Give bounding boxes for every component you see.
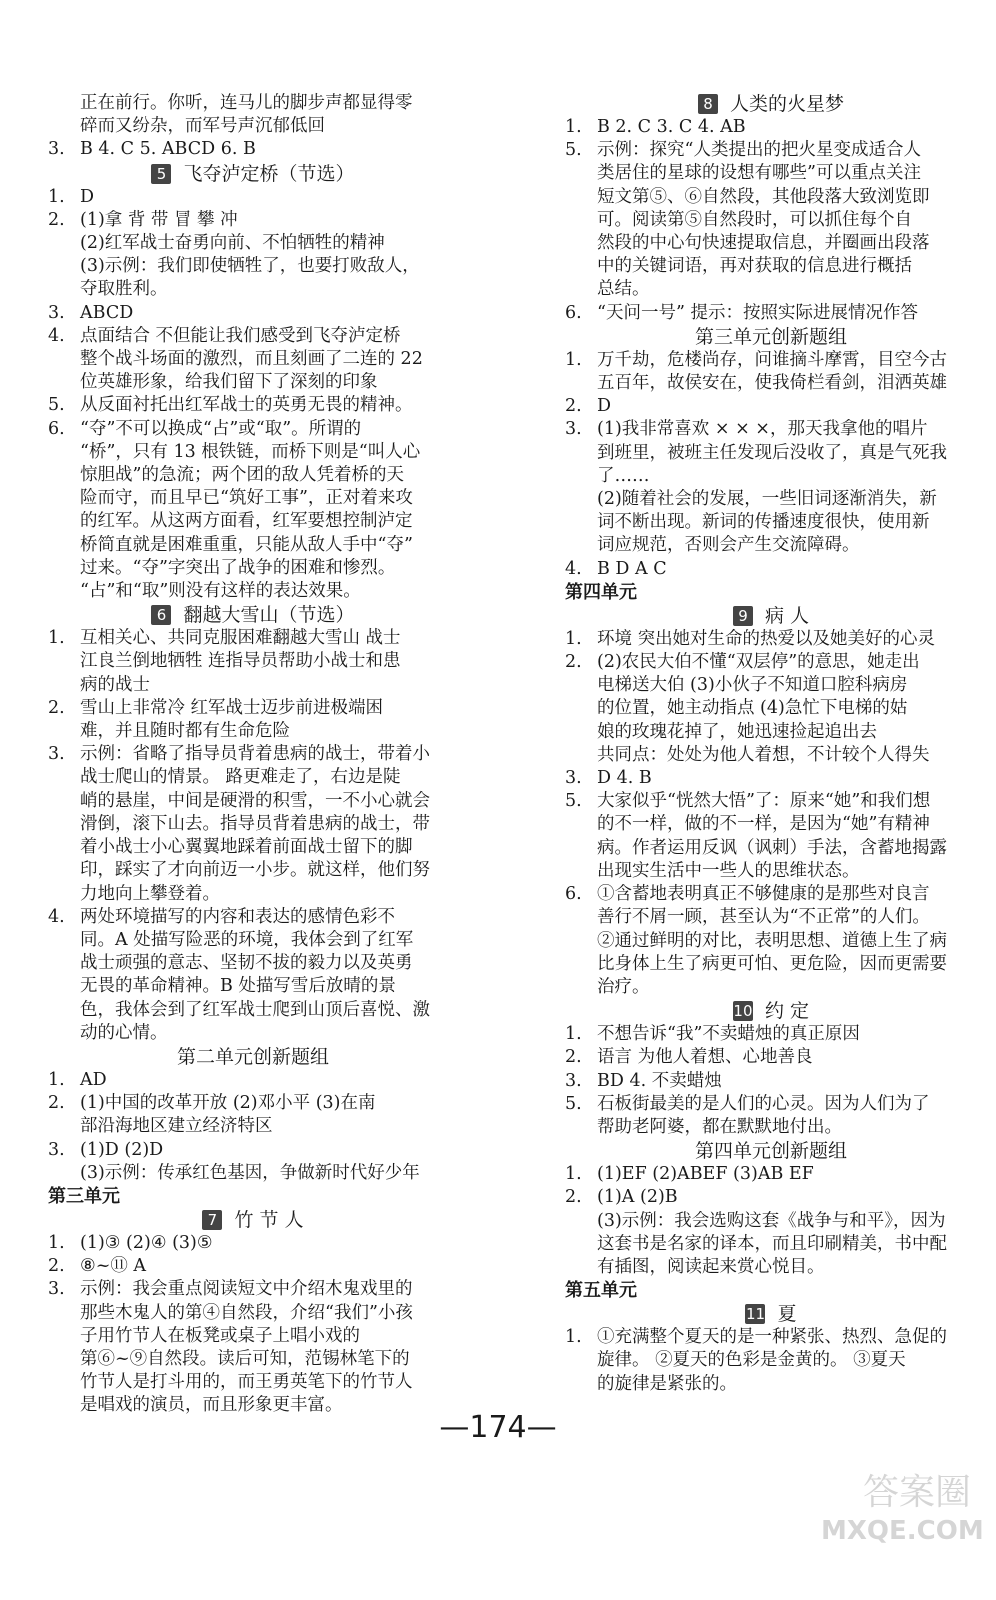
answer-item: [48, 1092, 458, 1115]
item-number: 1.: [48, 1232, 65, 1253]
item-number: 6.: [565, 884, 582, 905]
answer-item: [48, 394, 458, 417]
answer-line: 第⑥~⑨自然段。读后可知，范锡林笔下的: [80, 1348, 410, 1369]
answer-line: 力地向上攀登着。: [80, 883, 220, 904]
answer-line: 印，踩实了才向前迈一小步。就这样，他们努: [80, 860, 430, 881]
unit-heading: 第三单元: [48, 1185, 120, 1207]
answer-line: 比身体上生了病更可怕、更危险，因而更需要: [597, 953, 947, 974]
section-heading: [565, 1139, 977, 1163]
item-number: 2.: [48, 1093, 65, 1114]
item-number: 3.: [565, 768, 582, 789]
section-title: 病 人: [764, 604, 810, 627]
answer-line: 战士爬山的情景。 路更难走了，右边是陡: [80, 767, 401, 788]
item-number: 2.: [48, 697, 65, 718]
answer-line: 然段的中心句快速提取信息，并圈画出段落: [597, 233, 930, 254]
item-number: 1.: [565, 117, 582, 137]
answer-item: [565, 1186, 977, 1209]
answer-item: [48, 418, 458, 441]
answer-item: [565, 395, 977, 418]
answer-item: [48, 1255, 458, 1278]
answer-item: [565, 651, 977, 674]
answer-item: [565, 790, 977, 813]
item-number: 1.: [565, 628, 582, 649]
answer-line: 这套书是名家的译本，而且印刷精美，书中配: [597, 1233, 947, 1254]
answer-item: [565, 1326, 977, 1349]
lesson-number-badge: 7: [202, 1210, 222, 1230]
unit-heading: 第五单元: [565, 1280, 637, 1302]
item-text: D 4. B: [597, 768, 652, 789]
item-text: “天问一号” 提示：按照实际进展情况作答: [597, 302, 918, 323]
answer-line: 正在前行。你听，连马儿的脚步声都显得零: [80, 93, 413, 113]
item-text: (1)拿 背 带 冒 攀 冲: [80, 209, 238, 230]
right-column: [565, 92, 977, 1396]
item-number: 3.: [48, 744, 65, 765]
answer-line: 帮助老阿婆，都在默默地付出。: [597, 1116, 842, 1137]
item-number: 3.: [565, 1070, 582, 1091]
section-heading: [565, 604, 977, 628]
answer-item: [48, 627, 458, 650]
item-number: 5.: [565, 791, 582, 812]
section-heading: [565, 1302, 977, 1326]
answer-line: 江良兰倒地牺牲 连指导员帮助小战士和患: [80, 651, 401, 672]
answer-item: [48, 1232, 458, 1255]
item-number: 3.: [48, 302, 65, 323]
answer-line: 五百年，故侯安在，使我倚栏看剑，泪洒英雄: [597, 373, 947, 394]
lesson-number-badge: 8: [698, 94, 718, 114]
item-text: ⑧~⑪ A: [80, 1256, 147, 1277]
answer-line: 电梯送大伯 (3)小伙子不知道口腔科病房: [597, 675, 908, 696]
item-text: 万千劫，危楼尚存，问谁摘斗摩霄，目空今古: [597, 349, 947, 370]
section-heading: [48, 1208, 458, 1232]
item-text: ①充满整个夏天的是一种紧张、热烈、急促的: [597, 1327, 947, 1348]
lesson-number-badge: 5: [151, 164, 171, 184]
item-text: (1)D (2)D: [80, 1139, 164, 1160]
answer-item: [48, 186, 458, 209]
item-text: 雪山上非常冷 红军战士迈步前进极端困: [80, 697, 384, 718]
item-text: BD 4. 不卖蜡烛: [597, 1070, 722, 1091]
item-number: 3.: [565, 419, 582, 440]
answer-line: ②通过鲜明的对比，表明思想、道德上生了病: [597, 930, 947, 951]
section-title: 第三单元创新题组: [694, 325, 847, 348]
answer-line: 出现实生活中一些人的思维状态。: [597, 860, 860, 881]
left-column: [48, 92, 458, 1418]
watermark-text: 答案圈: [862, 1472, 971, 1513]
item-number: 1.: [48, 628, 65, 649]
answer-line: “占”和“取”则没有这样的表达效果。: [80, 581, 361, 602]
section-title: 竹 节 人: [234, 1208, 304, 1231]
item-number: 4.: [565, 558, 582, 579]
answer-line: 整个战斗场面的激烈，而且刻画了二连的 22: [80, 349, 423, 370]
item-number: 1.: [48, 1069, 65, 1090]
item-number: 2.: [48, 209, 65, 230]
item-text: 石板街最美的是人们的心灵。因为人们为了: [597, 1093, 930, 1114]
answer-line: 词应规范，否则会产生交流障碍。: [597, 535, 860, 556]
answer-item: [565, 628, 977, 651]
answer-line: 峭的悬崖，中间是硬滑的积雪，一不小心就会: [80, 790, 430, 811]
answer-line: (3)示例：传承红色基因，争做新时代好少年: [80, 1162, 420, 1183]
answer-item: [565, 1163, 977, 1186]
item-text: (1)我非常喜欢 × × ×，那天我拿他的唱片: [597, 419, 928, 440]
answer-item: [565, 1093, 977, 1116]
item-number: 2.: [565, 1187, 582, 1208]
item-text: D: [80, 186, 95, 207]
answer-line: 到班里，被班主任发现后没收了，真是气死我: [597, 442, 947, 463]
lesson-number-badge: 9: [733, 606, 753, 626]
item-number: 1.: [565, 1327, 582, 1348]
answer-line: 位英雄形象，给我们留下了深刻的印象: [80, 372, 378, 393]
item-number: 5.: [565, 140, 582, 161]
answer-item: [48, 1069, 458, 1092]
item-text: 环境 突出她对生命的热爱以及她美好的心灵: [597, 628, 936, 649]
answer-line: 类居住的星球的设想有哪些”可以重点关注: [597, 163, 921, 184]
answer-line: 病。作者运用反讽（讽刺）手法，含蓄地揭露: [597, 837, 947, 858]
item-number: 1.: [565, 1164, 582, 1185]
answer-line: 词不断出现。新词的传播速度很快，使用新: [597, 512, 930, 533]
answer-item: [565, 139, 977, 162]
answer-line: 的不一样，做的不一样，是因为“她”有精神: [597, 814, 930, 835]
item-number: 3.: [48, 1139, 65, 1160]
section-title: 夏: [777, 1303, 797, 1326]
section-heading: [48, 1045, 458, 1069]
item-number: 1.: [48, 186, 65, 207]
answer-line: 过来。“夺”字突出了战争的困难和惨烈。: [80, 557, 396, 578]
answer-line: 着小战士小心翼翼地踩着前面战士留下的脚: [80, 837, 413, 858]
answer-line: 的红军。从这两方面看，红军要想控制泸定: [80, 511, 413, 532]
answer-line: 色，我体会到了红军战士爬到山顶后喜悦、激: [80, 999, 430, 1020]
answer-line: 难，并且随时都有生命危险: [80, 721, 290, 742]
answer-item: [48, 325, 458, 348]
lesson-number-badge: 11: [745, 1305, 766, 1324]
item-number: 3.: [48, 139, 65, 160]
answer-line: 战士顽强的意志、坚韧不拔的毅力以及英勇: [80, 953, 413, 974]
item-number: 4.: [48, 906, 65, 927]
answer-line: 中的关键词语，再对获取的信息进行概括: [597, 256, 912, 277]
answer-line: 险而守，而且早已“筑好工事”，正对着来攻: [80, 488, 413, 509]
answer-item: [48, 1139, 458, 1162]
answer-item: [565, 349, 977, 372]
answer-line: (3)示例：我们即使牺牲了，也要打败敌人，: [80, 256, 420, 277]
answer-item: [48, 697, 458, 720]
answer-line: 了……: [597, 465, 650, 486]
lesson-number-badge: 6: [151, 605, 171, 625]
item-text: B D A C: [597, 558, 667, 579]
answer-line: 可。阅读第⑤自然段时，可以抓住每个自: [597, 209, 912, 230]
item-number: 2.: [565, 1047, 582, 1068]
item-text: 不想告诉“我”不卖蜡烛的真正原因: [597, 1024, 860, 1045]
item-text: (1)中国的改革开放 (2)邓小平 (3)在南: [80, 1093, 376, 1114]
answer-line: 的旋律是紧张的。: [597, 1373, 737, 1394]
item-text: (1)EF (2)ABEF (3)AB EF: [597, 1164, 814, 1185]
section-title: 约 定: [764, 1000, 810, 1023]
answer-line: 桥简直就是困难重重，只能从敌人手中“夺”: [80, 534, 413, 555]
answer-item: [48, 209, 458, 232]
answer-line: 同。A 处描写险恶的环境，我体会到了红军: [80, 929, 414, 950]
answer-line: 旋律。 ②夏天的色彩是金黄的。 ③夏天: [597, 1350, 906, 1371]
item-number: 1.: [565, 1024, 582, 1045]
answer-line: “桥”，只有 13 根铁链，而桥下则是“叫人心: [80, 441, 421, 462]
answer-line: 的位置，她主动指点 (4)急忙下电梯的姑: [597, 698, 908, 719]
item-text: D: [597, 396, 612, 417]
answer-line: 病的战士: [80, 674, 150, 695]
answer-line: 无畏的革命精神。B 处描写雪后放晴的景: [80, 976, 396, 997]
answer-item: [565, 418, 977, 441]
unit-heading: 第四单元: [565, 581, 637, 603]
answer-line: 子用竹节人在板凳或桌子上唱小戏的: [80, 1325, 360, 1346]
section-title: 飞夺泸定桥（节选）: [183, 162, 355, 185]
item-number: 1.: [565, 349, 582, 370]
answer-line: 部沿海地区建立经济特区: [80, 1116, 273, 1137]
section-heading: [565, 92, 977, 116]
answer-item: [565, 1046, 977, 1069]
answer-line: 滑倒，滚下山去。指导员背着患病的战士，带: [80, 813, 430, 834]
watermark-logo: [821, 1470, 984, 1562]
section-heading: [48, 162, 458, 186]
answer-line: 娘的玫瑰花掉了，她迅速捡起追出去: [597, 721, 877, 742]
item-number: 2.: [565, 652, 582, 673]
item-number: 6.: [48, 418, 65, 439]
item-number: 3.: [48, 1279, 65, 1300]
item-number: 6.: [565, 302, 582, 323]
item-text: 点面结合 不但能让我们感受到飞夺泸定桥: [80, 325, 401, 346]
answer-item: [565, 1070, 977, 1093]
answer-item: [565, 883, 977, 906]
answer-item: [48, 906, 458, 929]
answer-line: 那些木鬼人的第④自然段，介绍“我们”小孩: [80, 1302, 413, 1323]
answer-line: 共同点：处处为他人着想，不计较个人得失: [597, 744, 930, 765]
item-text: ①含蓄地表明真正不够健康的是那些对良言: [597, 884, 930, 905]
answer-line: 治疗。: [597, 976, 650, 997]
section-heading: [48, 603, 458, 627]
item-text: 从反面衬托出红军战士的英勇无畏的精神。: [80, 395, 413, 416]
section-title: 第二单元创新题组: [176, 1045, 329, 1068]
item-text: AD: [80, 1069, 107, 1090]
item-text: 示例：我会重点阅读短文中介绍木鬼戏里的: [80, 1279, 413, 1300]
answer-item: [565, 767, 977, 790]
item-text: “夺”不可以换成“占”或“取”。所谓的: [80, 418, 362, 439]
answer-item: [565, 558, 977, 581]
item-text: 大家似乎“恍然大悟”了：原来“她”和我们想: [597, 791, 931, 812]
answer-line: 总结。: [597, 279, 650, 300]
watermark-url: MXQE.COM: [821, 1516, 984, 1546]
item-text: (1)A (2)B: [597, 1187, 678, 1208]
item-text: (2)农民大伯不懂“双层停”的意思，她走出: [597, 652, 920, 673]
section-title: 翻越大雪山（节选）: [183, 604, 355, 627]
answer-line: 动的心情。: [80, 1022, 168, 1043]
answer-item: [565, 1023, 977, 1046]
answer-line: 惊胆战”的急流；两个团的敌人凭着桥的天: [80, 465, 404, 486]
answer-line: 短文第⑤、⑥自然段，其他段落大致浏览即: [597, 186, 930, 207]
item-text: 示例：省略了指导员背着患病的战士，带着小: [80, 744, 430, 765]
item-number: 4.: [48, 325, 65, 346]
answer-line: 碎而又纷杂，而军号声沉郁低回: [80, 116, 325, 137]
answer-line: 夺取胜利。: [80, 279, 168, 300]
answer-line: (3)示例：我会选购这套《战争与和平》，因为: [597, 1210, 946, 1231]
answer-item: [565, 302, 977, 325]
answer-item: [565, 116, 977, 139]
section-heading: [565, 999, 977, 1023]
item-text: 语言 为他人着想、心地善良: [597, 1047, 813, 1068]
answer-line: 有插图，阅读起来赏心悦目。: [597, 1256, 825, 1277]
answer-line: (2)红军战士奋勇向前、不怕牺牲的精神: [80, 233, 385, 254]
answer-item: [48, 138, 458, 161]
answer-item: [48, 1278, 458, 1301]
lesson-number-badge: 10: [733, 1002, 753, 1021]
section-title: 人类的火星梦: [729, 93, 844, 115]
answer-item: [48, 743, 458, 766]
section-heading: [565, 325, 977, 349]
item-text: B 2. C 3. C 4. AB: [597, 117, 746, 137]
item-text: 两处环境描写的内容和表达的感情色彩不: [80, 906, 395, 927]
item-text: ABCD: [80, 302, 134, 323]
item-text: 互相关心、共同克服困难翻越大雪山 战士: [80, 628, 401, 649]
page-number: —174—: [439, 1410, 557, 1445]
item-number: 2.: [565, 396, 582, 417]
item-number: 5.: [48, 395, 65, 416]
item-number: 5.: [565, 1093, 582, 1114]
item-text: B 4. C 5. ABCD 6. B: [80, 139, 256, 160]
item-number: 2.: [48, 1256, 65, 1277]
answer-item: [48, 302, 458, 325]
answer-line: 善行不屑一顾，甚至认为“不正常”的人们。: [597, 907, 930, 928]
item-text: 示例：探究“人类提出的把火星变成适合人: [597, 140, 921, 161]
answer-line: 是唱戏的演员，而且形象更丰富。: [80, 1395, 343, 1416]
answer-line: (2)随着社会的发展，一些旧词逐渐消失，新: [597, 489, 937, 510]
section-title: 第四单元创新题组: [694, 1140, 847, 1163]
item-text: (1)③ (2)④ (3)⑤: [80, 1232, 213, 1253]
answer-line: 竹节人是打斗用的，而王勇英笔下的竹节人: [80, 1372, 413, 1393]
